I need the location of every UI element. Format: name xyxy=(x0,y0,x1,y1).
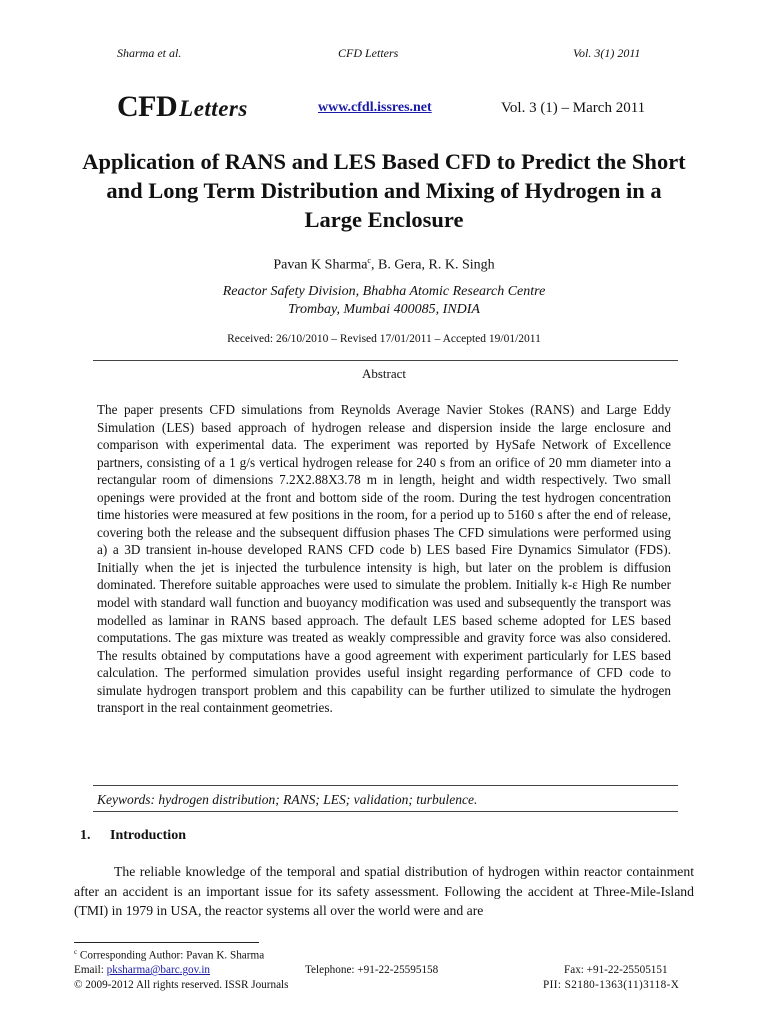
running-header-volume: Vol. 3(1) 2011 xyxy=(573,46,641,60)
submission-dates: Received: 26/10/2010 – Revised 17/01/2011 – Accepted 19/01/2011 xyxy=(227,333,541,345)
footnote-rule xyxy=(74,942,259,943)
footnote-email xyxy=(74,964,210,976)
footnote-author xyxy=(74,948,264,962)
section-number: 1. xyxy=(80,828,91,843)
paper-title: Application of RANS and LES Based CFD to Predict the Short and Long Term Distribution and Mixing of Hydrogen in a Large Enclosure xyxy=(82,149,686,232)
first-author: Pavan K Sharma xyxy=(273,257,368,273)
footnote-pii: PII: S2180-1363(11)3118-X xyxy=(543,979,680,991)
affiliation-line-1: Reactor Safety Division, Bhabha Atomic Research Centre xyxy=(222,284,546,299)
divider-keywords-top xyxy=(93,785,678,786)
journal-website-link[interactable]: www.cfdl.issres.net xyxy=(318,100,432,115)
journal-logo-script: Letters xyxy=(179,96,248,121)
affiliation-line-2: Trombay, Mumbai 400085, INDIA xyxy=(288,302,480,317)
email-label: Email: xyxy=(74,964,107,976)
abstract-heading: Abstract xyxy=(361,366,407,381)
corresponding-mark: c xyxy=(367,256,371,265)
footnote-copyright: © 2009-2012 All rights reserved. ISSR Journals xyxy=(74,979,289,991)
keywords: Keywords: hydrogen distribution; RANS; LES; validation; turbulence. xyxy=(97,792,478,807)
footnote-author-text: Corresponding Author: Pavan K. Sharma xyxy=(77,949,265,962)
journal-logo-main: CFD xyxy=(117,90,178,123)
footnote-fax: Fax: +91-22-25505151 xyxy=(564,964,668,976)
email-link[interactable]: pksharma@barc.gov.in xyxy=(106,964,211,976)
abstract-text: The paper presents CFD simulations from Reynolds Average Navier Stokes (RANS) and Large Eddy Simulation (LES) based approach of hydrogen release and dispersion inside the large enclosure and comparison with experimental data. The experiment was reported by HySafe Network of Excellence partners, consisting of a 1 g/s vertical hydrogen release for 240 s from an orifice of 20 mm diameter into a rectangular room of dimensions 7.2X2.88X3.78 m in length, height and width respectively. Two small openings were provided at the front and bottom side of the room. During the test hydrogen concentration time histories were measured at few positions in the room, for a period up to 5160 s after the end of release, covering both the release and the subsequent diffusion phases The CFD simulations were performed using a) a 3D transient in-house developed RANS CFD code b) LES based Fire Dynamics Simulator (FDS). Initially when the jet is injected the turbulence intensity is high, but later on the problem is diffusion dominated. Therefore suitable approaches were used to simulate the problem. Initially k-ε High Re number model with standard wall function and buoyancy modification was used and subsequently the transport was modelled as laminar in RANS based approach. The default LES based scheme adopted for LES based computations. The gas mixture was treated as weakly compressible and gravity force was also considered. The results obtained by computations have a good agreement with experiment particularly for LES based calculation. The performed simulation provides useful insight regarding performance of CFD code to simulate hydrogen transport problem and this capability can be further utilized to simulate the hydrogen transport in the real containment geometries. xyxy=(97,402,671,716)
introduction-text: The reliable knowledge of the temporal and spatial distribution of hydrogen within reactor containment after an accident is an important issue for its safety assessment. Following the accident at Three-Mile-Island (TMI) in 1979 in USA, the reactor systems all over the world were and are xyxy=(74,864,694,918)
footnote-mark: c xyxy=(74,948,78,956)
affiliation xyxy=(0,283,768,319)
divider-top xyxy=(93,360,678,361)
author-list xyxy=(0,256,768,274)
divider-keywords-bottom xyxy=(93,811,678,812)
running-header-journal: CFD Letters xyxy=(338,46,399,60)
running-header-author: Sharma et al. xyxy=(117,46,182,60)
section-title: Introduction xyxy=(110,828,186,843)
co-authors: , B. Gera, R. K. Singh xyxy=(370,257,495,273)
journal-issue: Vol. 3 (1) – March 2011 xyxy=(501,100,646,116)
footnote-telephone: Telephone: +91-22-25595158 xyxy=(305,964,439,976)
journal-logo xyxy=(117,90,248,124)
